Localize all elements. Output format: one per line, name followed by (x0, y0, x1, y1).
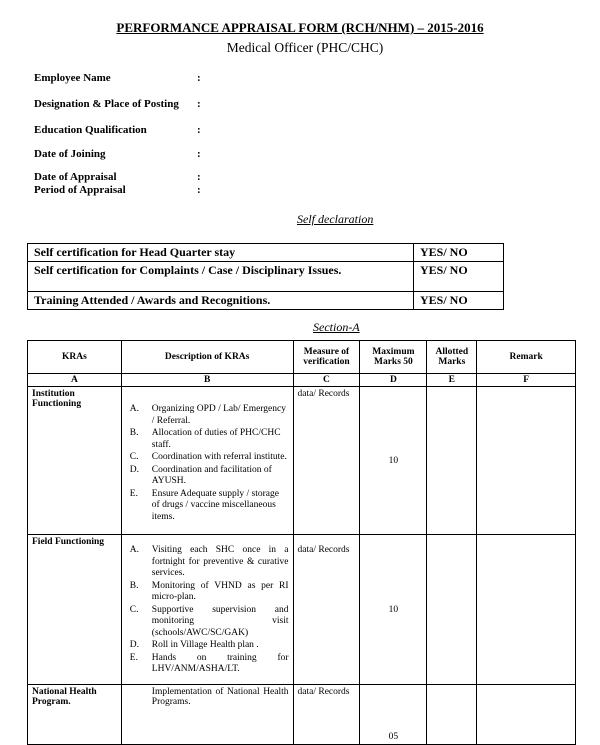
remark (477, 387, 576, 535)
table-header-row (28, 341, 576, 374)
remark (477, 535, 576, 685)
list-text: Organizing OPD / Lab/ Emergency / Referral. (151, 404, 286, 426)
kra-description (121, 387, 293, 535)
education-label: Education Qualification (34, 124, 147, 136)
declaration-answer: YES/ NO (414, 262, 504, 292)
column-letters-row (28, 374, 576, 387)
declaration-answer: YES/ NO (414, 244, 504, 262)
header-description: Description of KRAs (121, 341, 293, 374)
self-declaration-table (27, 243, 504, 310)
form-title: PERFORMANCE APPRAISAL FORM (RCH/NHM) – 2015-2016 (116, 20, 484, 35)
table-row (28, 292, 504, 310)
form-subtitle: Medical Officer (PHC/CHC) (226, 40, 384, 55)
column-letter: F (477, 374, 576, 387)
list-text: Visiting each SHC once in a fortnight for preventive & curative services. (151, 545, 289, 578)
list-marker: C. (129, 604, 139, 615)
list-marker: B. (129, 428, 139, 438)
list-text: Roll in Village Health plan . (151, 640, 259, 650)
kra-description: Implementation of National Health Programs. (121, 685, 293, 745)
date-of-appraisal-label: Date of Appraisal (34, 171, 117, 183)
list-item (126, 640, 289, 652)
table-row (28, 387, 576, 535)
list-text: Hands on training for LHV/ANM/ASHA/LT. (151, 652, 289, 674)
allotted-marks (427, 535, 477, 685)
list-item (126, 428, 289, 451)
date-of-joining-label: Date of Joining (34, 148, 106, 160)
list-item (126, 581, 289, 604)
header-kras: KRAs (28, 341, 122, 374)
table-row (28, 535, 576, 685)
kra-name: Field Functioning (28, 535, 122, 685)
header-maximum: Maximum Marks 50 (360, 341, 427, 374)
list-marker: E. (129, 652, 138, 663)
measure-of-verification: data/ Records (293, 535, 360, 685)
list-marker: A. (129, 545, 140, 555)
list-text: Ensure Adequate supply / storage of drugs / vaccine miscellaneous items. (151, 488, 279, 522)
list-marker: E. (129, 488, 138, 499)
measure-of-verification: data/ Records (293, 685, 360, 745)
maximum-marks: 05 (360, 685, 427, 745)
header-measure: Measure of verification (293, 341, 360, 374)
designation-colon: : (197, 98, 201, 110)
education-colon: : (197, 124, 201, 136)
period-of-appraisal-label: Period of Appraisal (34, 184, 126, 196)
measure-of-verification: data/ Records (293, 387, 360, 535)
kra-name: National Health Program. (28, 685, 122, 745)
list-text: Monitoring of VHND as per RI micro-plan. (151, 580, 289, 602)
list-text: Coordination and facilitation of AYUSH. (151, 464, 272, 486)
kra-description (121, 535, 293, 685)
list-item (126, 653, 289, 676)
section-a-heading: Section-A (313, 320, 360, 334)
declaration-answer: YES/ NO (414, 292, 504, 310)
employee-name-label: Employee Name (34, 72, 111, 84)
employee-name-colon: : (197, 72, 201, 84)
list-marker: D. (129, 464, 140, 475)
declaration-text: Self certification for Complaints / Case / Disciplinary Issues. (28, 262, 414, 292)
declaration-text: Training Attended / Awards and Recognitions. (28, 292, 414, 310)
list-text: Supportive supervision and monitoring visit (schools/AWC/SC/GAK) (151, 604, 289, 638)
column-letter: C (293, 374, 360, 387)
column-letter: A (28, 374, 122, 387)
remark (477, 685, 576, 745)
column-letter: D (360, 374, 427, 387)
table-row (28, 685, 576, 745)
list-marker: A. (129, 404, 140, 414)
self-declaration-heading: Self declaration (297, 212, 374, 226)
list-text: Coordination with referral institute. (151, 452, 287, 462)
date-of-appraisal-colon: : (197, 171, 201, 183)
allotted-marks (427, 387, 477, 535)
list-marker: C. (129, 452, 139, 462)
allotted-marks (427, 685, 477, 745)
kra-table (27, 340, 576, 745)
designation-label: Designation & Place of Posting (34, 98, 179, 110)
period-of-appraisal-colon: : (197, 184, 201, 196)
list-item (126, 465, 289, 488)
list-marker: B. (129, 580, 139, 591)
list-item (126, 489, 289, 524)
date-of-joining-colon: : (197, 148, 201, 160)
list-text: Allocation of duties of PHC/CHC staff. (151, 428, 281, 450)
maximum-marks: 10 (360, 387, 427, 535)
table-row (28, 244, 504, 262)
column-letter: E (427, 374, 477, 387)
column-letter: B (121, 374, 293, 387)
table-row (28, 262, 504, 292)
declaration-text: Self certification for Head Quarter stay (28, 244, 414, 262)
header-remark: Remark (477, 341, 576, 374)
maximum-marks: 10 (360, 535, 427, 685)
kra-name: Institution Functioning (28, 387, 122, 535)
header-allotted: Allotted Marks (427, 341, 477, 374)
list-item (126, 605, 289, 640)
list-item (126, 404, 289, 427)
list-item (126, 545, 289, 580)
list-item (126, 452, 289, 464)
list-marker: D. (129, 640, 140, 650)
